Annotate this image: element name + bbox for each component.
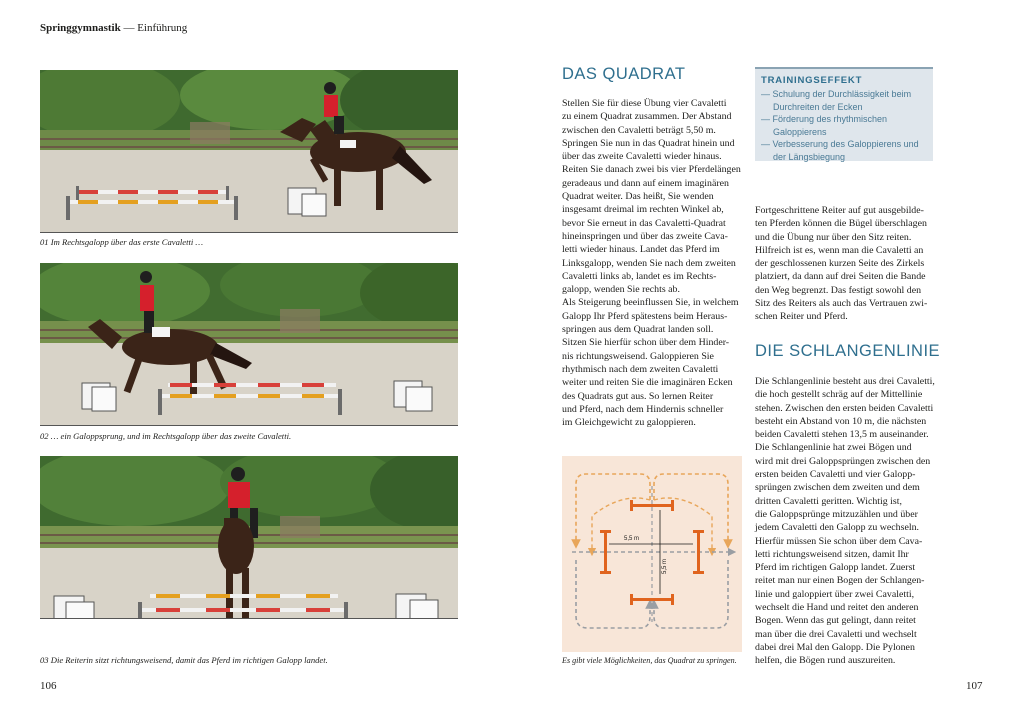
- advanced-line: der geschlossenen kurzen Seite des Zirkels: [755, 258, 925, 270]
- quadrat-line: rhythmisch nach dem zweiten Cavaletti: [562, 363, 719, 375]
- schlangenlinie-line: Die Schlangenlinie besteht aus drei Cavaletti,: [755, 376, 935, 387]
- training-effect-list: [755, 88, 933, 164]
- schlangenlinie-line: die Galoppsprünge mitzuzählen und über: [755, 508, 918, 520]
- training-effect-item: — Verbesserung des Galoppierens und der Längsbiegung: [761, 139, 919, 162]
- schlangenlinie-line: sprüngen zwischen dem zweiten und dem: [755, 482, 920, 494]
- schlangenlinie-line: dritten Cavaletti geritten. Wichtig ist,: [755, 495, 902, 507]
- quadrat-line: letti wieder hinaus. Landet das Pferd im: [562, 244, 720, 256]
- schlangenlinie-line: jedem Cavaletti den Galopp zu wechseln.: [755, 522, 919, 534]
- photo-2-galloping-stride: [40, 263, 458, 426]
- quadrat-line: insgesamt dreimal im rechten Winkel ab,: [562, 204, 724, 216]
- heading-die-schlangenlinie: DIE SCHLANGENLINIE: [755, 342, 941, 360]
- quadrat-line: zu einem Quadrat zusammen. Der Abstand: [562, 111, 732, 123]
- advanced-line: platziert, da dann auf drei Seiten die Bande: [755, 271, 926, 283]
- advanced-riders-body: [755, 204, 935, 324]
- quadrat-line: Reiten Sie danach zwei bis vier Pferdelängen: [562, 164, 741, 176]
- quadrat-line: Galopp Ihr Pferd spätestens beim Heraus-: [562, 310, 728, 322]
- quadrat-line: über das zweite Cavaletti wieder hinaus.: [562, 151, 722, 163]
- schlangenlinie-line: Die Schlangenlinie hat zwei Bögen und: [755, 442, 912, 454]
- quadrat-line: Quadrat weiter. Das heißt, Sie wenden: [562, 191, 714, 203]
- quadrat-line: zwischen den Cavaletti beträgt 5,50 m.: [562, 124, 716, 136]
- quadrat-line: springen aus dem Quadrat landen soll.: [562, 324, 714, 336]
- training-effect-box: [755, 67, 933, 161]
- quadrat-line: bevor Sie erneut in das Cavaletti-Quadrat: [562, 217, 726, 229]
- schlangenlinie-line: letti richtungsweisend sitzen, damit Ihr: [755, 548, 909, 560]
- quadrat-line: Springen Sie nun in das Quadrat hinein und: [562, 137, 735, 149]
- schlangenlinie-line: die hoch gestellt schräg auf der Mittellinie: [755, 389, 923, 401]
- photo-3-caption: 03 Die Reiterin sitzt richtungsweisend, damit das Pferd im richtigen Galopp landet.: [40, 655, 328, 665]
- quadrat-line: Sitzen Sie hierfür schon über dem Hinder-: [562, 337, 730, 349]
- schlangenlinie-line: reitet man nur einen Bogen der Schlangen-: [755, 575, 925, 587]
- page-number-left: 106: [40, 680, 57, 692]
- cavaletti-bottom: [630, 594, 674, 605]
- quadrat-line: geradeaus und dann auf einem imaginären: [562, 177, 729, 189]
- schlangenlinie-line: beiden Cavaletti stehen 13,5 m auseinander.: [755, 429, 929, 441]
- advanced-line: Hilfreich ist es, wenn man die Cavaletti an: [755, 244, 924, 256]
- label-vertical: 5,5 m: [662, 558, 668, 574]
- photo-3-rider-directional: [40, 456, 458, 619]
- schlangenlinie-line: wechselt die Hand und reitet den anderen: [755, 602, 919, 614]
- quadrat-line: im Gleichgewicht zu galoppieren.: [562, 417, 696, 429]
- quadrat-line: galopp, wenden Sie rechts ab.: [562, 284, 680, 296]
- advanced-line: schen Reiter und Pferd.: [755, 311, 848, 323]
- schlangenlinie-line: man über die drei Cavaletti und wechselt: [755, 628, 917, 640]
- photo-1-caption: 01 Im Rechtsgalopp über das erste Cavaletti …: [40, 237, 204, 247]
- schlangenlinie-line: besteht ein Abstand von 10 m, die nächsten: [755, 415, 927, 427]
- advanced-line: Sitz des Reiters als auch das Vertrauen zwi-: [755, 298, 928, 310]
- quadrat-line: Cavaletti links ab, landet es im Rechts-: [562, 270, 717, 282]
- training-effect-item: — Schulung der Durchlässigkeit beim Durchreiten der Ecken: [761, 89, 912, 112]
- schlangenlinie-line: linie und galoppiert über zwei Cavaletti,: [755, 588, 915, 600]
- advanced-line: den Weg begrenzt. Das festigt sowohl den: [755, 284, 922, 296]
- advanced-line: Fortgeschrittene Reiter auf gut ausgebilde-: [755, 205, 924, 216]
- quadrat-line: und Pferd, nach dem Hindernis schneller: [562, 403, 724, 415]
- schlangenlinie-line: Pferd im richtigen Galopp landet. Zuerst: [755, 562, 916, 574]
- schlangenlinie-line: stehen. Zwischen den ersten beiden Cavaletti: [755, 402, 934, 414]
- diagram-caption: Es gibt viele Möglichkeiten, das Quadrat zu springen.: [562, 656, 737, 665]
- running-header: [40, 22, 187, 34]
- quadrat-body: [562, 97, 744, 429]
- schlangenlinie-line: dabei drei Mal den Galopp. Die Pylonen: [755, 641, 915, 653]
- quadrat-line: Linksgalopp, wenden Sie nach dem zweiten: [562, 257, 736, 269]
- schlangenlinie-line: Bogen. Wenn das gut gelingt, dann reitet: [755, 615, 916, 627]
- header-section: Springgymnastik: [40, 22, 121, 34]
- schlangenlinie-body: [755, 375, 937, 668]
- training-effect-item: — Förderung des rhythmischen Galoppierens: [761, 114, 888, 137]
- header-chapter: Einführung: [137, 22, 188, 34]
- quadrat-line: hineinspringen und über das zweite Cava-: [562, 230, 728, 242]
- quadrat-line: Als Steigerung beeinflussen Sie, in welchem: [562, 297, 739, 309]
- quadrat-line: Stellen Sie für diese Übung vier Cavaletti: [562, 98, 727, 109]
- quadrat-diagram: [562, 456, 742, 652]
- schlangenlinie-line: ersten beiden Cavaletti und vier Galopp-: [755, 469, 916, 481]
- schlangenlinie-line: Hierfür müssen Sie schon über dem Cava-: [755, 535, 923, 547]
- schlangenlinie-line: wird mit drei Galoppsprüngen zwischen den: [755, 455, 931, 467]
- quadrat-line: nis richtungsweisend. Galoppieren Sie: [562, 350, 714, 362]
- photo-1-first-cavaletti: [40, 70, 458, 233]
- path-loop-bottom-left: [576, 560, 650, 628]
- schlangenlinie-line: helfen, die Bögen rund auszureiten.: [755, 655, 896, 667]
- path-loop-top-right: [654, 474, 728, 544]
- quadrat-line: des Quadrats gut aus. So lernen Reiter: [562, 390, 714, 402]
- quadrat-line: weiter und reiten Sie die imaginären Ecken: [562, 377, 733, 389]
- heading-das-quadrat: DAS QUADRAT: [562, 65, 686, 83]
- photo-2-caption: 02 … ein Galoppsprung, und im Rechtsgalopp über das zweite Cavaletti.: [40, 431, 292, 441]
- training-effect-title: TRAININGSEFFEKT: [761, 75, 863, 86]
- page-number-right: 107: [966, 680, 983, 692]
- label-horizontal: 5,5 m: [624, 536, 640, 542]
- advanced-line: und die Übung nur über den Sitz reiten.: [755, 231, 912, 243]
- advanced-line: ten Pferden können die Bügel überschlagen: [755, 218, 927, 230]
- header-separator: —: [123, 22, 135, 34]
- path-loop-top-left: [576, 474, 650, 544]
